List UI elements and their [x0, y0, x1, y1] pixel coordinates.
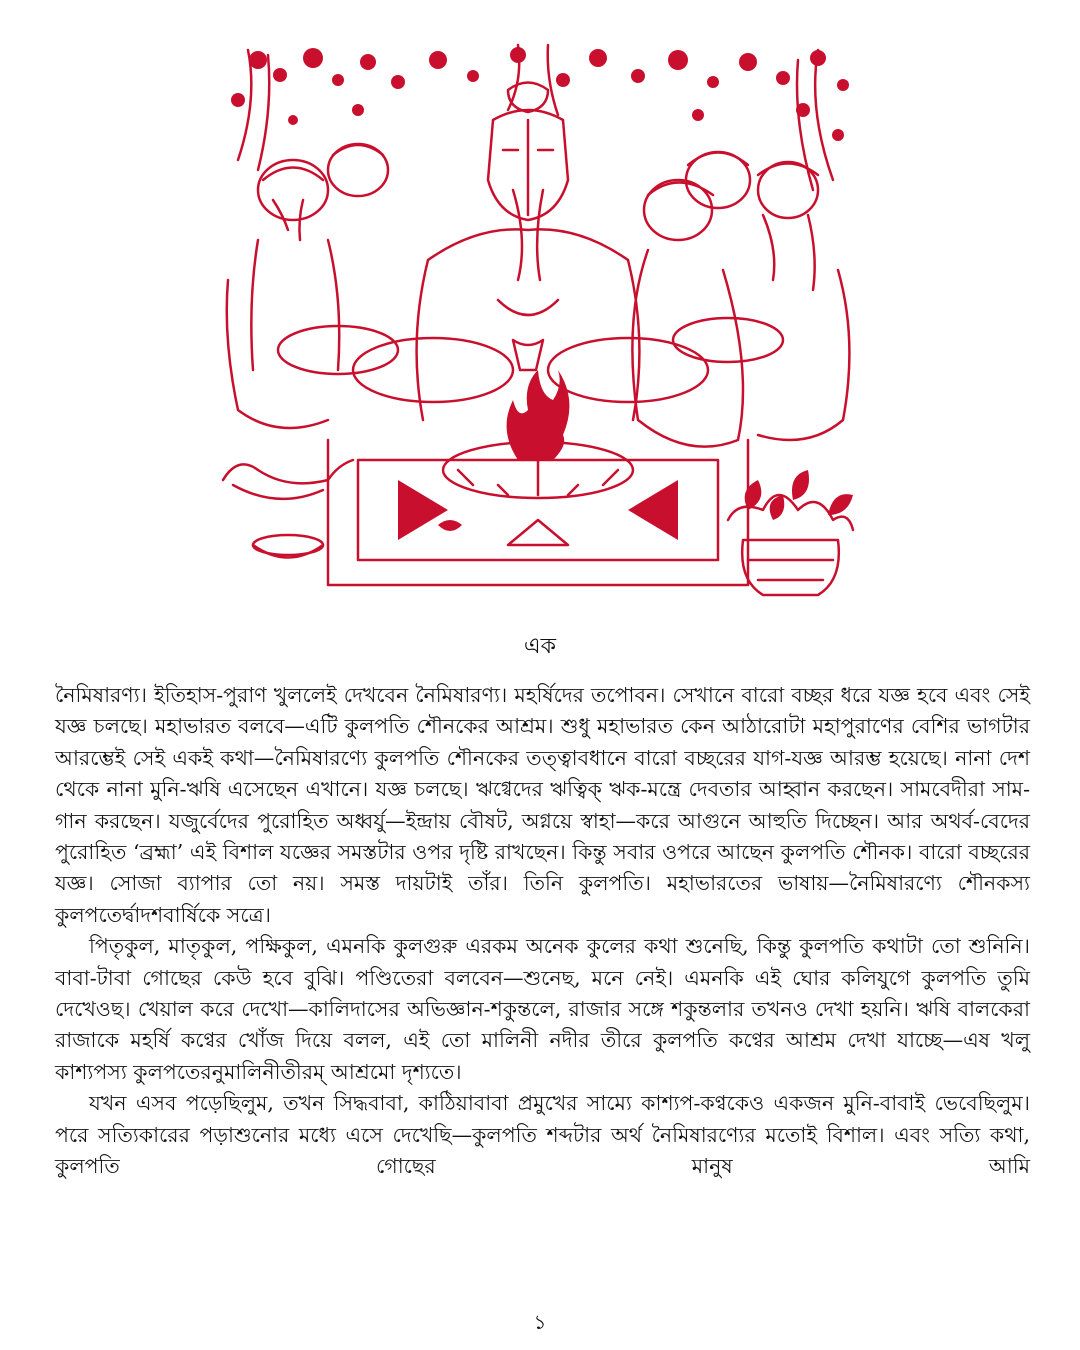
tree-foliage: [231, 47, 849, 141]
paragraph-2: পিতৃকুল, মাতৃকুল, পক্ষিকুল, এমনকি কুলগুরু এরকম অনেক কুলের কথা শুনেছি, কিন্তু কুলপতি কথাটা তো শুনিনি। বাবা-টাবা গোছের কেউ হবে বুঝি। পণ্ডিতেরা বলবেন—শুনেছ, মনে নেই। এমনকি এই ঘোর কলিযুগে কুলপতি তুমি দেখেওছ। খেয়াল করে দেখো—কালিদাসের অভিজ্ঞান-শকুন্তলে, রাজার সঙ্গে শকুন্তলার তখনও দেখা হয়নি। ঋষি বালকেরা রাজাকে মহর্ষি কণ্বের খোঁজ দিয়ে বলল, এই তো মালিনী নদীর তীরে কুলপতি কণ্বের আশ্রম দেখা যাচ্ছে—এষ খলু কাশ্যপস্য কুলপতেরনুমালিনীতীরম্ আশ্রমো দৃশ্যতে।: [55, 934, 1030, 1084]
chapter-title: এক: [523, 634, 557, 659]
tree-trunk: [797, 50, 833, 190]
body-text: [55, 680, 1030, 1183]
page-number: ১: [533, 1310, 547, 1334]
yajna-illustration: [218, 40, 860, 600]
paragraph-1: নৈমিষারণ্য। ইতিহাস-পুরাণ খুললেই দেখবেন নৈমিষারণ্য। মহর্ষিদের তপোবন। সেখানে বারো বচ্ছর ধরে যজ্ঞ হবে এবং সেই যজ্ঞ চলছে। মহাভারত বলবে—এটি কুলপতি শৌনকের আশ্রম। শুধু মহাভারত কেন আঠারোটা মহাপুরাণের বেশির ভাগটার আরম্ভেই সেই একই কথা—নৈমিষারণ্যে কুলপতি শৌনকের তত্ত্বাবধানে বারো বচ্ছরের যাগ-যজ্ঞ আরম্ভ হয়েছে। নানা দেশ থেকে নানা মুনি-ঋষি এসেছেন এখানে। যজ্ঞ চলছে। ঋগ্বেদের ঋত্বিক্ ঋক-মন্ত্রে দেবতার আহ্বান করছেন। সামবেদীরা সাম-গান করছেন। যজুর্বেদের পুরোহিত অধ্বর্যু—ইন্দ্রায় বৌষট, অগ্নয়ে স্বাহা—করে আগুনে আহুতি দিচ্ছেন। আর অথর্ব-বেদের পুরোহিত ‘ব্রহ্মা’ এই বিশাল যজ্ঞের সমস্তটার ওপর দৃষ্টি রাখছেন। কিন্তু সবার ওপরে আছেন কুলপতি শৌনক। বারো বচ্ছরের যজ্ঞ। সোজা ব্যাপার তো নয়। সমস্ত দায়টাই তাঁর। তিনি কুলপতি। মহাভারতের ভাষায়—নৈমিষারণ্যে শৌনকস্য কুলপতের্দ্বাদশবার্ষিকে সত্রে।: [55, 683, 1030, 927]
central-sage: [417, 83, 640, 421]
fire-altar: [328, 440, 748, 585]
ladle-and-bowl: [223, 460, 353, 558]
paragraph-3: যখন এসব পড়েছিলুম, তখন সিদ্ধবাবা, কাঠিয়াবাবা প্রমুখের সাম্যে কাশ্যপ-কণ্বকেও একজন মুনি-বাবাই ভেবেছিলুম। পরে সত্যিকারের পড়াশুনোর মধ্যে এসে দেখেছি—কুলপতি শব্দটার অর্থ নৈমিষারণ্যের মতোই বিশাল। এবং সত্যি কথা, কুলপতি গোছের মানুষ আমি: [55, 1091, 1030, 1179]
tree-trunk: [238, 50, 269, 170]
sage-right-group: [632, 152, 849, 447]
